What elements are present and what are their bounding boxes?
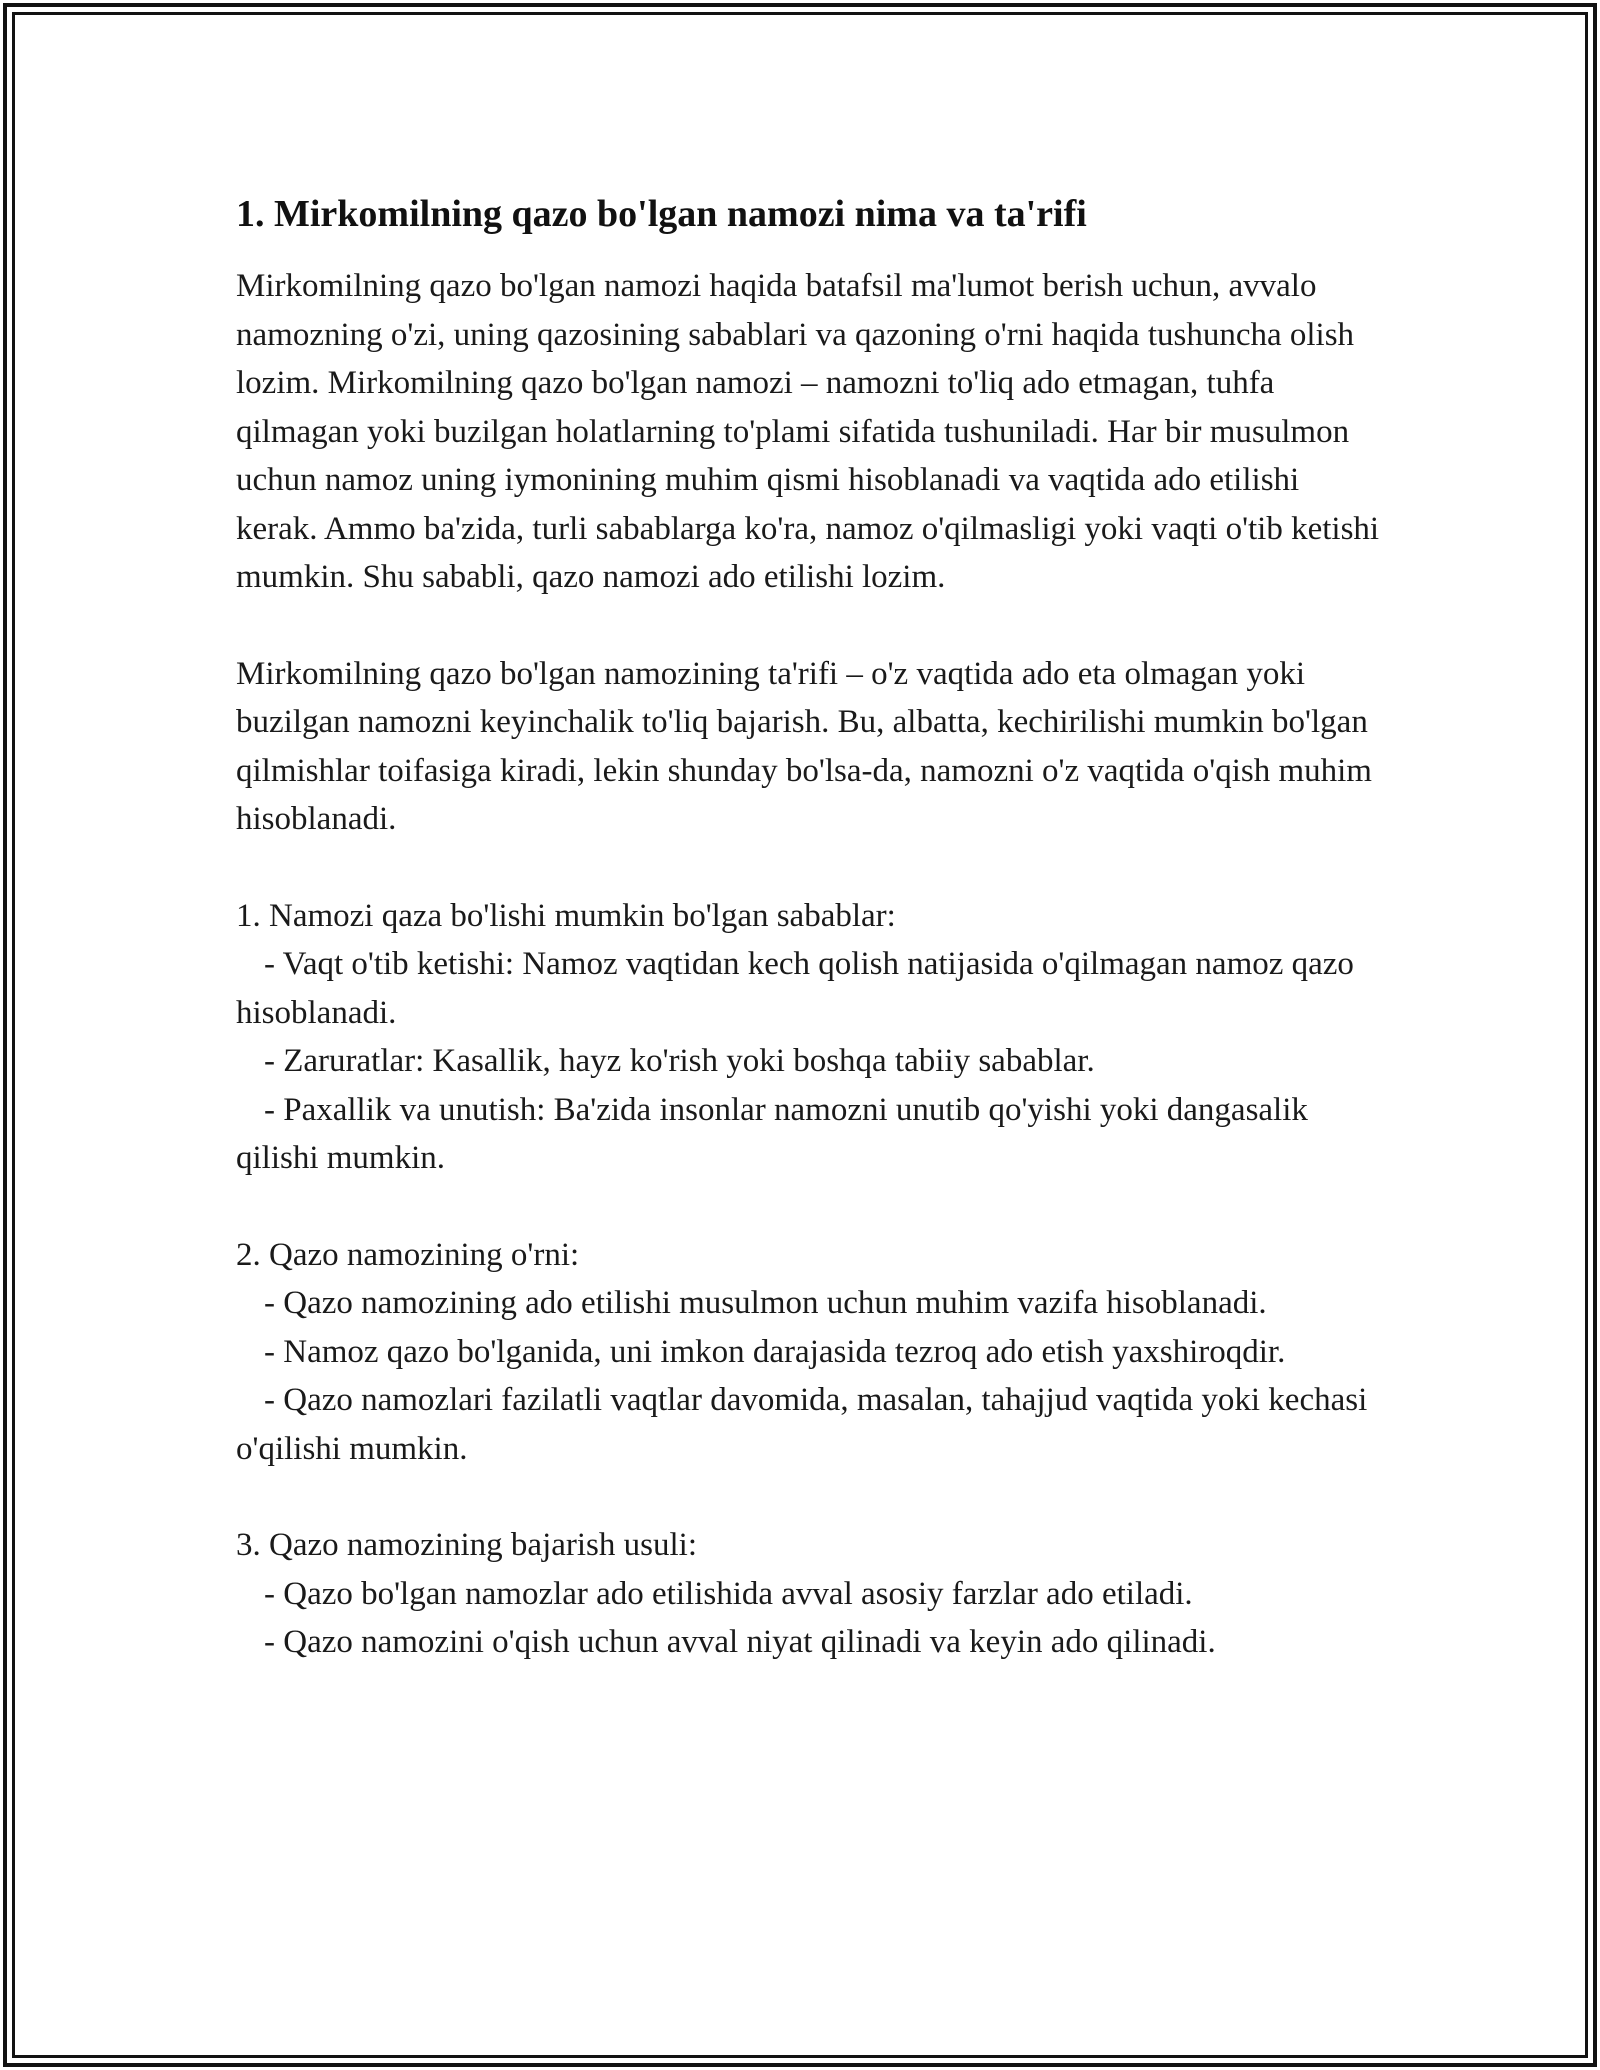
list-item: - Qazo namozini o'qish uchun avval niyat qilinadi va keyin ado qilinadi.: [264, 1624, 1216, 1660]
document-heading: 1. Mirkomilning qazo bo'lgan namozi nima va ta'rifi: [236, 193, 1087, 235]
list-item: - Zaruratlar: Kasallik, hayz ko'rish yoki boshqa tabiiy sabablar.: [264, 1043, 1095, 1079]
section-method: [236, 1521, 1386, 1667]
list-item: - Vaqt o'tib ketishi: Namoz vaqtidan kech qolish natijasida o'qilmagan namoz qazo hisoblanadi.: [236, 946, 1363, 1031]
section-reasons: [236, 892, 1386, 1183]
section-title: 2. Qazo namozining o'rni:: [236, 1236, 580, 1273]
section-importance: [236, 1231, 1386, 1474]
paragraph-definition: Mirkomilning qazo bo'lgan namozining ta'rifi – o'z vaqtida ado eta olmagan yoki buzilgan namozni keyinchalik to'liq bajarish. Bu, albatta, kechirilishi mumkin bo'lgan qilmishlar toifasiga kiradi, lekin shunday bo'lsa-da, namozni o'z vaqtida o'qish muhim hisoblanadi.: [236, 655, 1372, 837]
list-item: - Paxallik va unutish: Ba'zida insonlar namozni unutib qo'yishi yoki dangasalik qilishi mumkin.: [236, 1091, 1317, 1176]
section-title: 1. Namozi qaza bo'lishi mumkin bo'lgan sabablar:: [236, 897, 896, 934]
list-item: - Qazo namozining ado etilishi musulmon uchun muhim vazifa hisoblanadi.: [264, 1285, 1267, 1321]
section-title: 3. Qazo namozining bajarish usuli:: [236, 1527, 697, 1563]
document-body: [236, 188, 1386, 1715]
list-item: - Qazo namozlari fazilatli vaqtlar davomida, masalan, tahajjud vaqtida yoki kechasi o'qilishi mumkin.: [236, 1382, 1376, 1467]
list-item: - Qazo bo'lgan namozlar ado etilishida avval asosiy farzlar ado etiladi.: [264, 1575, 1193, 1612]
list-item: - Namoz qazo bo'lganida, uni imkon darajasida tezroq ado etish yaxshiroqdir.: [264, 1333, 1286, 1370]
paragraph-intro: Mirkomilning qazo bo'lgan namozi haqida batafsil ma'lumot berish uchun, avvalo namozning o'zi, uning qazosining sabablari va qazoning o'rni haqida tushuncha olish lozim. Mirkomilning qazo bo'lgan namozi – namozni to'liq ado etmagan, tuhfa qilmagan yoki buzilgan holatlarning to'plami sifatida tushuniladi. Har bir musulmon uchun namoz uning iymonining muhim qismi hisoblanadi va vaqtida ado etilishi kerak. Ammo ba'zida, turli sabablarga ko'ra, namoz o'qilmasligi yoki vaqti o'tib ketishi mumkin. Shu sababli, qazo namozi ado etilishi lozim.: [236, 268, 1380, 595]
